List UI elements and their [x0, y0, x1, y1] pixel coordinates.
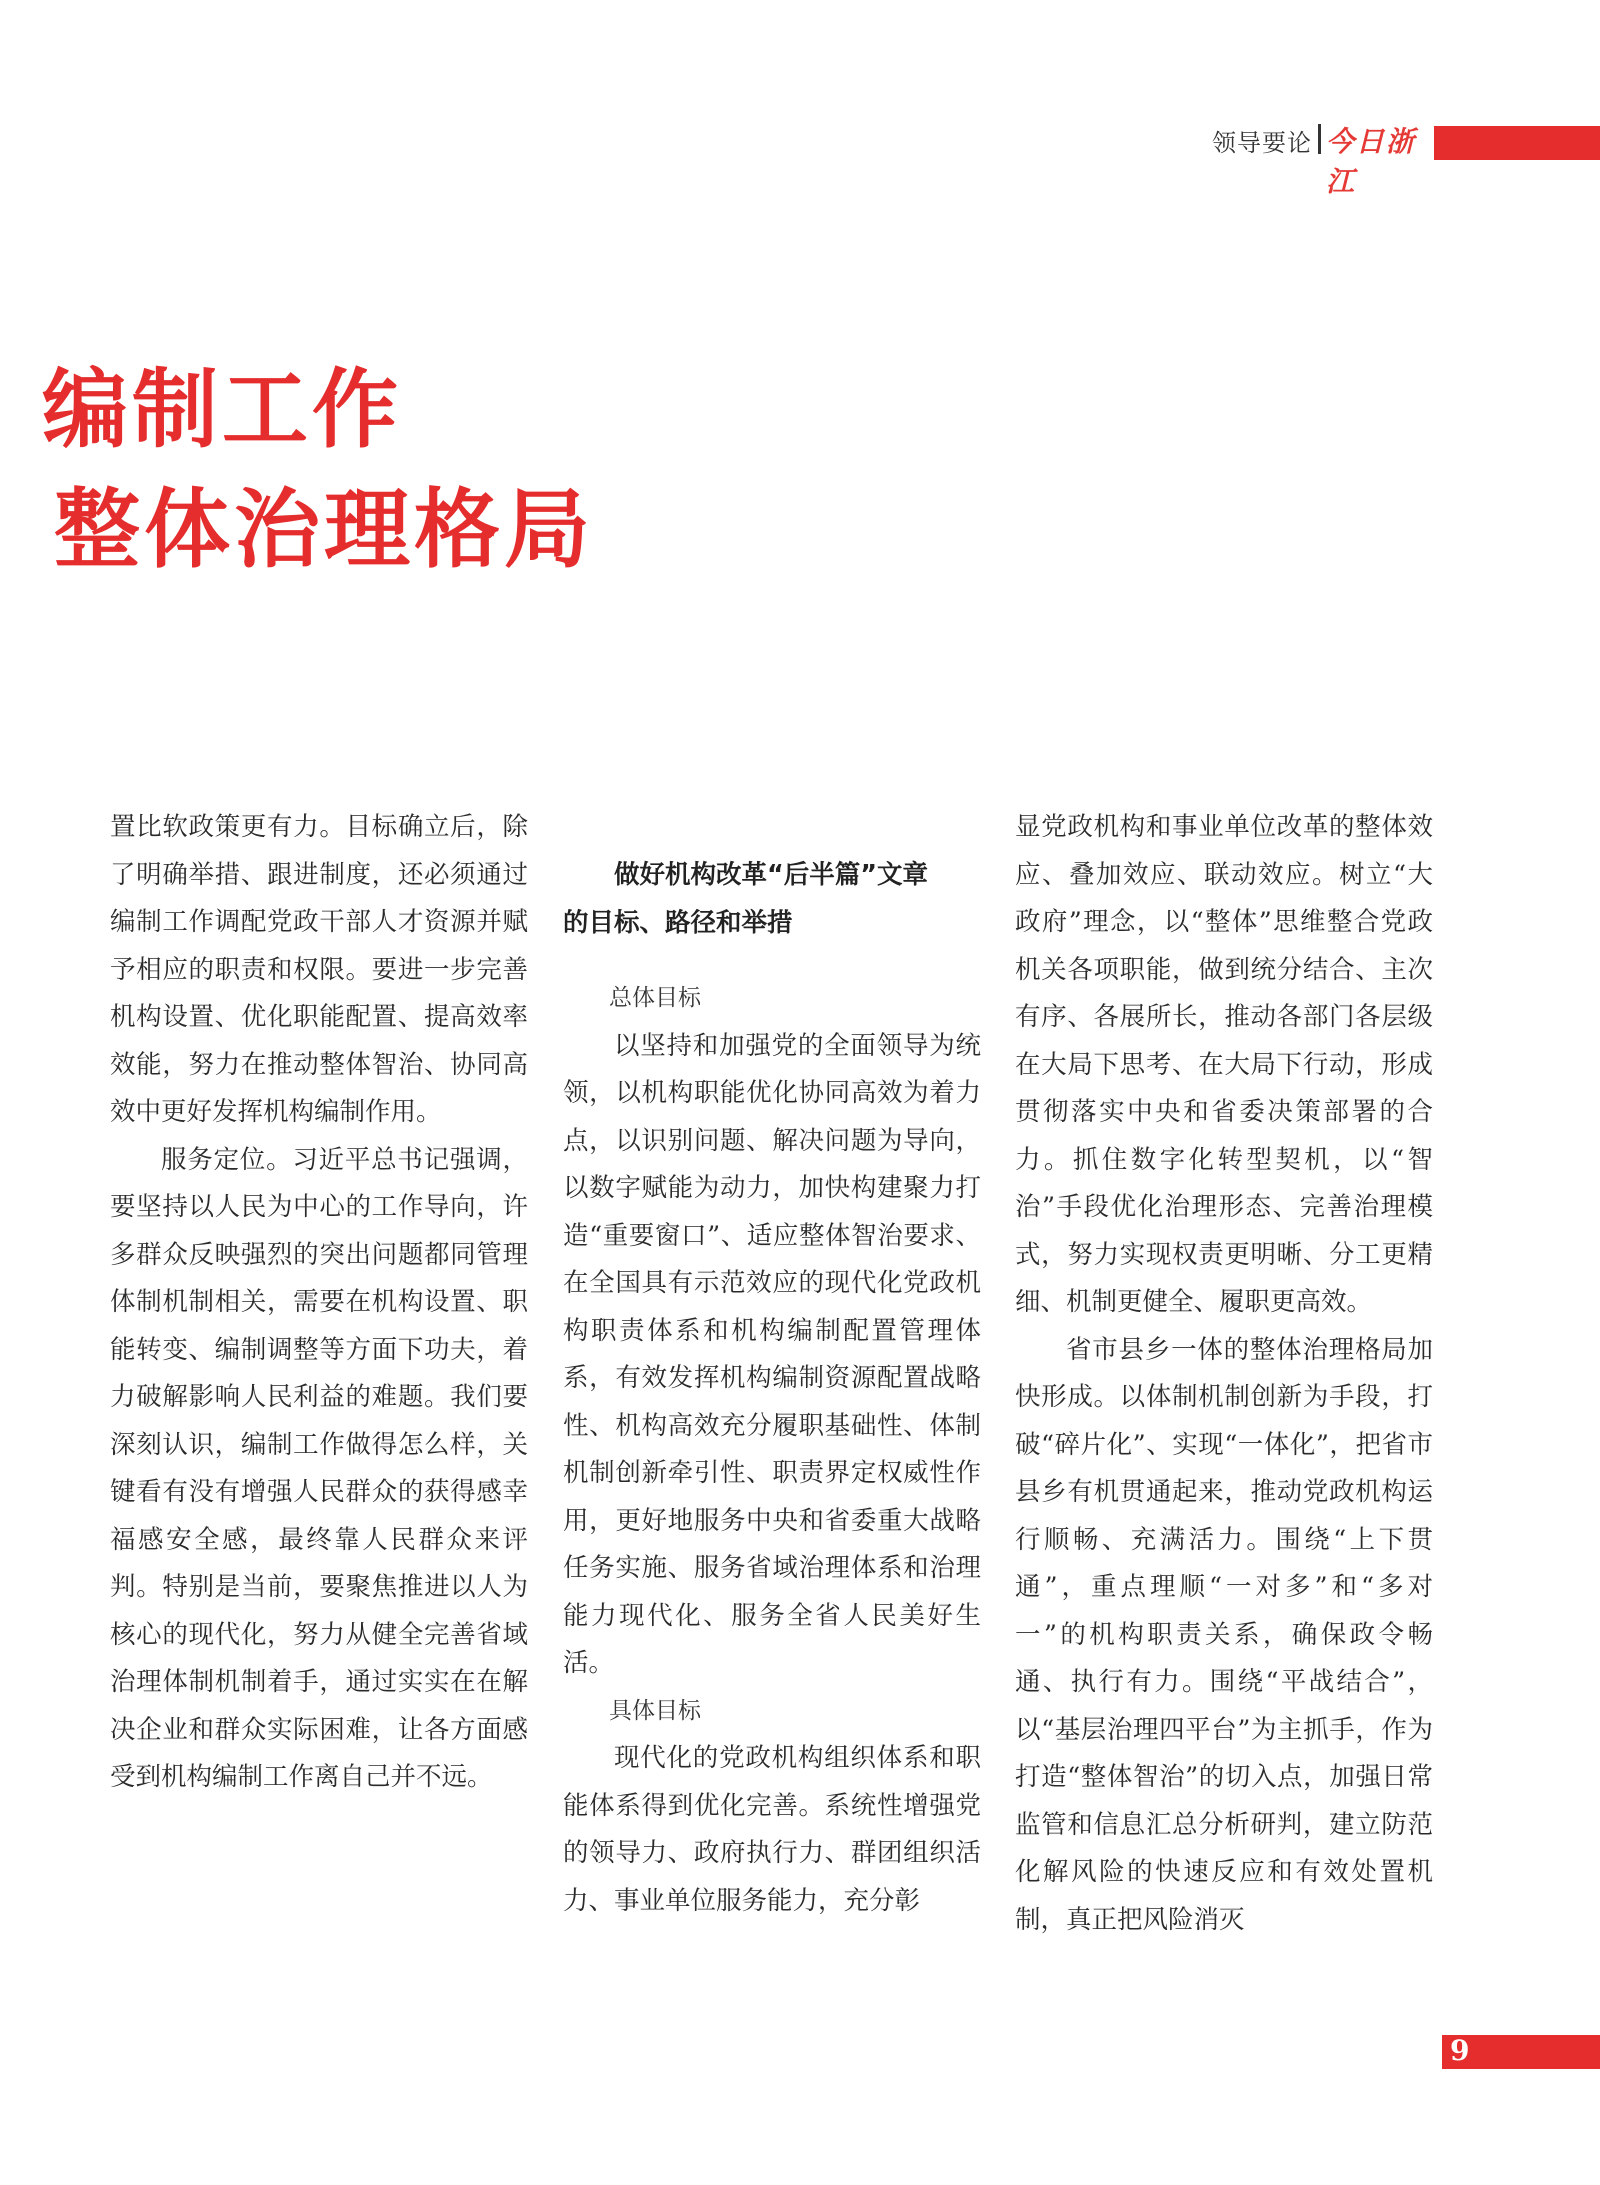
subsection-heading: 总体目标: [609, 985, 701, 1011]
article-title: [42, 350, 594, 590]
title-line-2: 整体治理格局: [54, 480, 594, 580]
page-header: [0, 118, 1600, 198]
column-2: [563, 852, 981, 1925]
paragraph: 省市县乡一体的整体治理格局加快形成。以体制机制创新为手段，打破“碎片化”、实现“一体化”，把省市县乡有机贯通起来，推动党政机构运行顺畅、充满活力。围绕“上下贯通”，重点理顺“一对多”和“多对一”的机构职责关系，确保政令畅通、执行有力。围绕“平战结合”，以“基层治理四平台”为主抓手，作为打造“整体智治”的切入点，加强日常监管和信息汇总分析研判，建立防范化解风险的快速反应和有效处置机制，真正把风险消灭: [1015, 1334, 1433, 1935]
page-number: 9: [1450, 2034, 1470, 2067]
column-1: [110, 804, 528, 1802]
section-heading-line-1: 做好机构改革“后半篇”文章: [614, 860, 929, 890]
header-accent-bar: [1434, 126, 1600, 160]
paragraph: 以坚持和加强党的全面领导为统领，以机构职能优化协同高效为着力点，以识别问题、解决问题为导向，以数字赋能为动力，加快构建聚力打造“重要窗口”、适应整体智治要求、在全国具有示范效应的现代化党政机构职责体系和机构编制配置管理体系，有效发挥机构编制资源配置战略性、机构高效充分履职基础性、体制机制创新牵引性、职责界定权威性作用，更好地服务中央和省委重大战略任务实施、服务省域治理体系和治理能力现代化、服务全省人民美好生活。: [563, 1030, 981, 1678]
section-heading-line-2: 的目标、路径和举措: [563, 907, 793, 938]
magazine-logo: 今日浙江: [1326, 125, 1417, 198]
header-divider: [1318, 124, 1321, 154]
section-label: 领导要论: [1212, 129, 1312, 157]
title-line-1: 编制工作: [42, 360, 402, 460]
paragraph: 显党政机构和事业单位改革的整体效应、叠加效应、联动效应。树立“大政府”理念，以“整体”思维整合党政机关各项职能，做到统分结合、主次有序、各展所长，推动各部门各层级在大局下思考、在大局下行动，形成贯彻落实中央和省委决策部署的合力。抓住数字化转型契机，以“智治”手段优化治理形态、完善治理模式，努力实现权责更明晰、分工更精细、机制更健全、履职更高效。: [1015, 812, 1433, 1317]
subsection-heading: 具体目标: [609, 1697, 701, 1724]
paragraph: 服务定位。习近平总书记强调，要坚持以人民为中心的工作导向，许多群众反映强烈的突出问题都同管理体制机制相关，需要在机构设置、职能转变、编制调整等方面下功夫，着力破解影响人民利益的难题。我们要深刻认识，编制工作做得怎么样，关键看有没有增强人民群众的获得感幸福感安全感，最终靠人民群众来评判。特别是当前，要聚焦推进以人为核心的现代化，努力从健全完善省域治理体制机制着手，通过实实在在解决企业和群众实际困难，让各方面感受到机构编制工作离自己并不远。: [110, 1144, 528, 1792]
column-3: [1015, 804, 1433, 1944]
paragraph: 置比软政策更有力。目标确立后，除了明确举措、跟进制度，还必须通过编制工作调配党政干部人才资源并赋予相应的职责和权限。要进一步完善机构设置、优化职能配置、提高效率效能，努力在推动整体智治、协同高效中更好发挥机构编制作用。: [110, 812, 528, 1127]
paragraph: 现代化的党政机构组织体系和职能体系得到优化完善。系统性增强党的领导力、政府执行力、群团组织活力、事业单位服务能力，充分彰: [563, 1743, 981, 1916]
